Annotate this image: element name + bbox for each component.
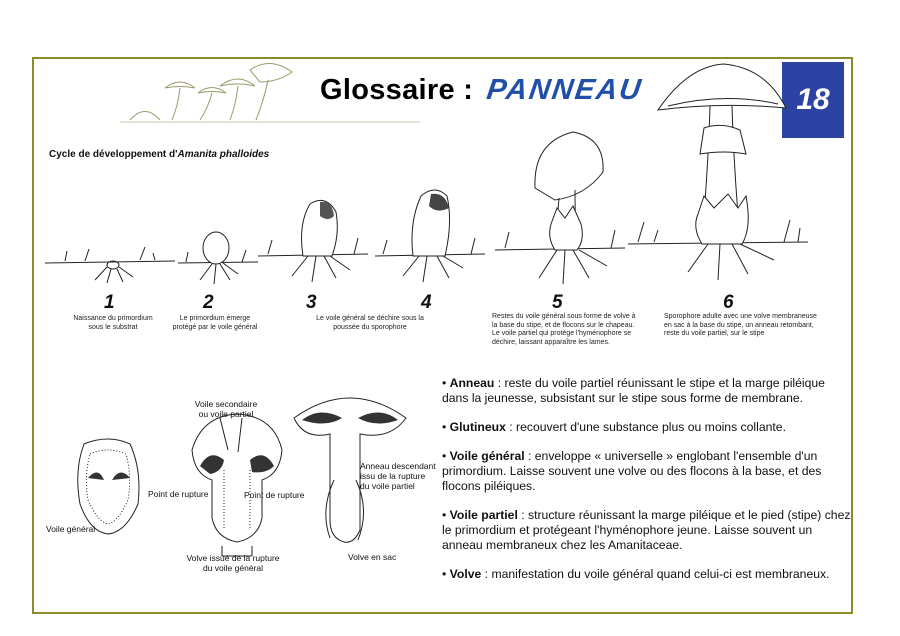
- panel-number: 18: [796, 83, 830, 116]
- page-title: [320, 74, 645, 114]
- glossary-entry-voile-partiel: • Voile partiel : structure réunissant la marge piléique et le pied (stipe) chez le primordium et protégeant l'hyménophore jeune. Laisse souvent un anneau membraneux chez les Amanitaceae.: [442, 507, 851, 553]
- stage-number-5: 5: [552, 292, 563, 313]
- cycle-title: Cycle de développement d'Amanita phalloides: [49, 149, 270, 160]
- glossary-term: PANNEAU: [485, 74, 645, 106]
- glossary-entry-voile-general: • Voile général : enveloppe « universelle » englobant l'ensemble d'un primordium. Laisse souvent une volve ou des flocons à la base, et des flocons piléiques.: [442, 448, 822, 494]
- stage-caption-5: Restes du voile général sous forme de volve à la base du stipe, et de flocons sur le chapeau. Le voile partiel qui protège l'hyménophore se déchire, laissant apparaître les lames.: [492, 313, 636, 346]
- stage-caption-2: Le primordium émerge protégé par le voile général: [172, 315, 258, 331]
- stage-2-illustration: [178, 218, 258, 288]
- stage-3-illustration: [258, 194, 368, 284]
- stage-number-4: 4: [421, 292, 432, 313]
- stage-number-2: 2: [203, 292, 214, 313]
- stage-caption-1: Naissance du primordium sous le substrat: [73, 315, 153, 331]
- glossary-list: [442, 376, 854, 596]
- label-volve-rupture: Volve issue de la rupture du voile général: [186, 553, 280, 573]
- stage-number-1: 1: [104, 292, 115, 313]
- label-point-rupture-right: Point de rupture: [244, 490, 305, 500]
- label-point-rupture-left: Point de rupture: [148, 489, 209, 499]
- stage-caption-6: Sporophore adulte avec une volve membraneuse en sac à la base du stipe, un anneau retombant, reste du voile partiel, sur le stipe: [664, 313, 817, 337]
- label-voile-general: Voile général: [46, 524, 96, 534]
- stage-1-illustration: [45, 225, 175, 285]
- diagram-young-section: [182, 410, 292, 550]
- stage-5-illustration: [495, 128, 625, 288]
- stage-6-illustration: [628, 62, 808, 282]
- stage-4-illustration: [375, 182, 485, 282]
- label-volve-en-sac: Volve en sac: [348, 552, 397, 562]
- glossary-entry-anneau: • Anneau : reste du voile partiel réunissant le stipe et la marge piléique dans la jeunesse, subsistant sur le stipe sous forme de membrane.: [442, 376, 825, 406]
- species-name: Amanita phalloides: [177, 149, 270, 160]
- glossary-heading: Glossaire :: [320, 74, 474, 106]
- stage-caption-3-4: Le voile général se déchire sous la poussée du sporophore: [316, 315, 424, 331]
- label-anneau-descendant: Anneau descendant issu de la rupture du voile partiel: [360, 461, 436, 491]
- stage-number-3: 3: [306, 292, 317, 313]
- glossary-entry-glutineux: • Glutineux : recouvert d'une substance plus ou moins collante.: [442, 419, 786, 434]
- glossary-entry-volve: • Volve : manifestation du voile général quand celui-ci est membraneux.: [442, 566, 830, 581]
- label-voile-secondaire: Voile secondaire ou voile partiel: [194, 399, 258, 419]
- stage-number-6: 6: [723, 292, 734, 313]
